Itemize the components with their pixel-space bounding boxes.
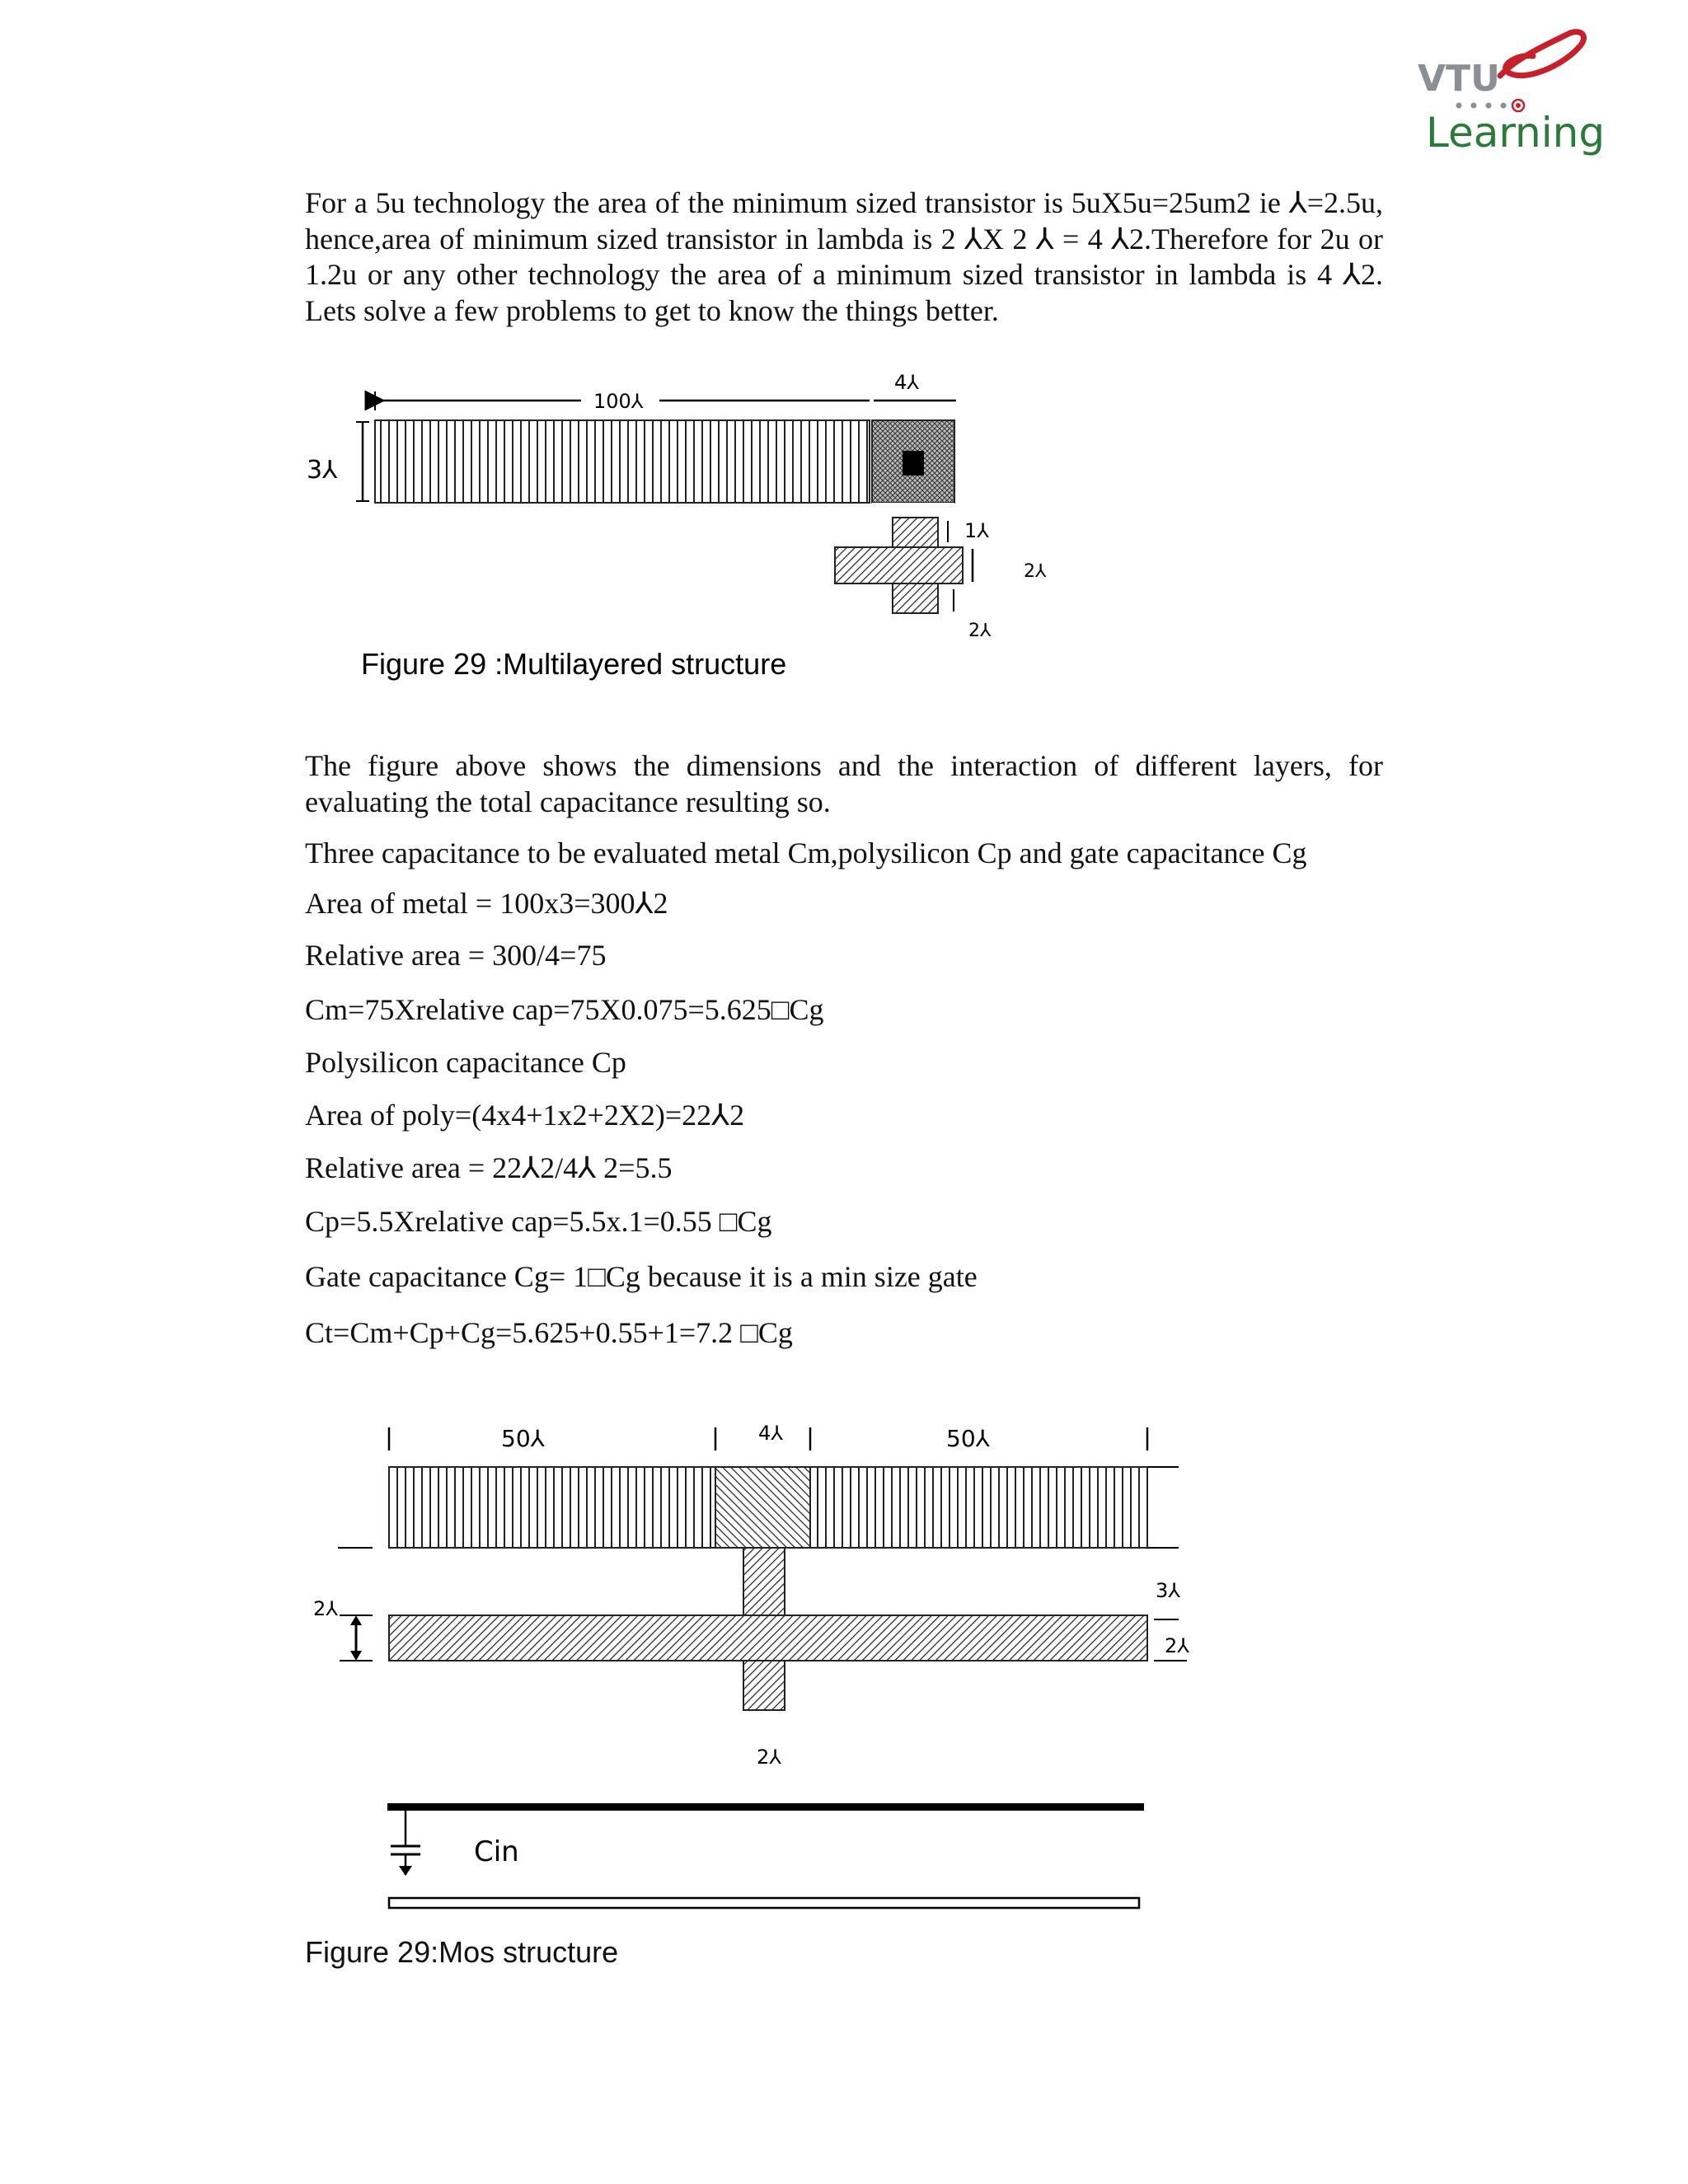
calc-line-8: Cp=5.5Xrelative cap=5.5x.1=0.55 □Cg (305, 1205, 772, 1238)
calc-line-5: Polysilicon capacitance Cp (305, 1046, 626, 1079)
diffusion-strip (835, 547, 963, 583)
logo-e-swoosh (1500, 32, 1584, 76)
label-metal-width: 3⅄ (307, 456, 338, 485)
contact-cut (903, 451, 924, 476)
figure2-caption: Figure 29:Mos structure (305, 1935, 619, 1969)
label-metal-width: 3⅄ (1156, 1579, 1180, 1602)
capacitor-bottom-plate (389, 1898, 1139, 1908)
capacitor-top-plate (387, 1803, 1144, 1811)
poly-overhang (743, 1661, 785, 1710)
poly-contact-region (715, 1467, 810, 1548)
poly-overhang (893, 583, 938, 613)
label-diff-right: 2⅄ (1165, 1634, 1189, 1657)
figure-mos-structure (305, 1409, 1212, 1978)
calc-line-2: Area of metal = 100x3=300⅄2 (305, 887, 668, 920)
intro-paragraph: For a 5u technology the area of the minimum sized transistor is 5uX5u=25um2 ie ⅄=2.5u, hence,area of minimum sized transistor in lambda is 2 ⅄X 2 ⅄ = 4 ⅄2.Therefore for 2u or 1.2u or any other technology the area of a minimum sized transistor in lambda is 4 ⅄2. Lets solve a few problems to get to know the things better. (305, 186, 1383, 327)
calc-line-3: Relative area = 300/4=75 (305, 939, 607, 972)
calc-line-9: Gate capacitance Cg= 1□Cg because it is a min size gate (305, 1260, 978, 1293)
poly-stem (743, 1548, 785, 1622)
vtu-elearning-logo (1401, 25, 1607, 157)
calc-line-1: Three capacitance to be evaluated metal Cm,polysilicon Cp and gate capacitance Cg (305, 837, 1307, 869)
label-mid-width: 4⅄ (758, 1422, 783, 1445)
metal-strip (375, 420, 870, 503)
label-bottom: 2⅄ (757, 1746, 781, 1769)
label-cin: Cin (474, 1835, 519, 1868)
figure1-caption: Figure 29 :Multilayered structure (361, 647, 787, 681)
calc-line-4: Cm=75Xrelative cap=75X0.075=5.625□Cg (305, 993, 824, 1026)
logo-learning-text: Learning (1426, 109, 1606, 157)
calc-line-7: Relative area = 22⅄2/4⅄ 2=5.5 (305, 1151, 673, 1184)
explanation-paragraph: The figure above shows the dimensions and the interaction of different layers, for evaluating the total capacitance resulting so. (305, 749, 1383, 818)
label-metal-length: 100⅄ (593, 390, 644, 413)
calc-line-6: Area of poly=(4x4+1x2+2X2)=22⅄2 (305, 1099, 745, 1132)
diffusion-strip (389, 1615, 1147, 1661)
label-diff-width: 2⅄ (1024, 561, 1047, 582)
label-diff-left: 2⅄ (313, 1597, 338, 1620)
label-overhang: 2⅄ (968, 621, 992, 641)
label-left-length: 50⅄ (501, 1425, 545, 1452)
label-poly-width: 4⅄ (894, 371, 919, 394)
capacitor-symbol (399, 1866, 412, 1876)
calc-line-10: Ct=Cm+Cp+Cg=5.625+0.55+1=7.2 □Cg (305, 1316, 793, 1349)
label-right-length: 50⅄ (946, 1425, 990, 1452)
logo-vtu-text: VTU (1418, 58, 1500, 100)
figure-multilayered-structure (297, 354, 1088, 684)
label-gap: 1⅄ (964, 519, 989, 542)
poly-stem (893, 518, 938, 547)
